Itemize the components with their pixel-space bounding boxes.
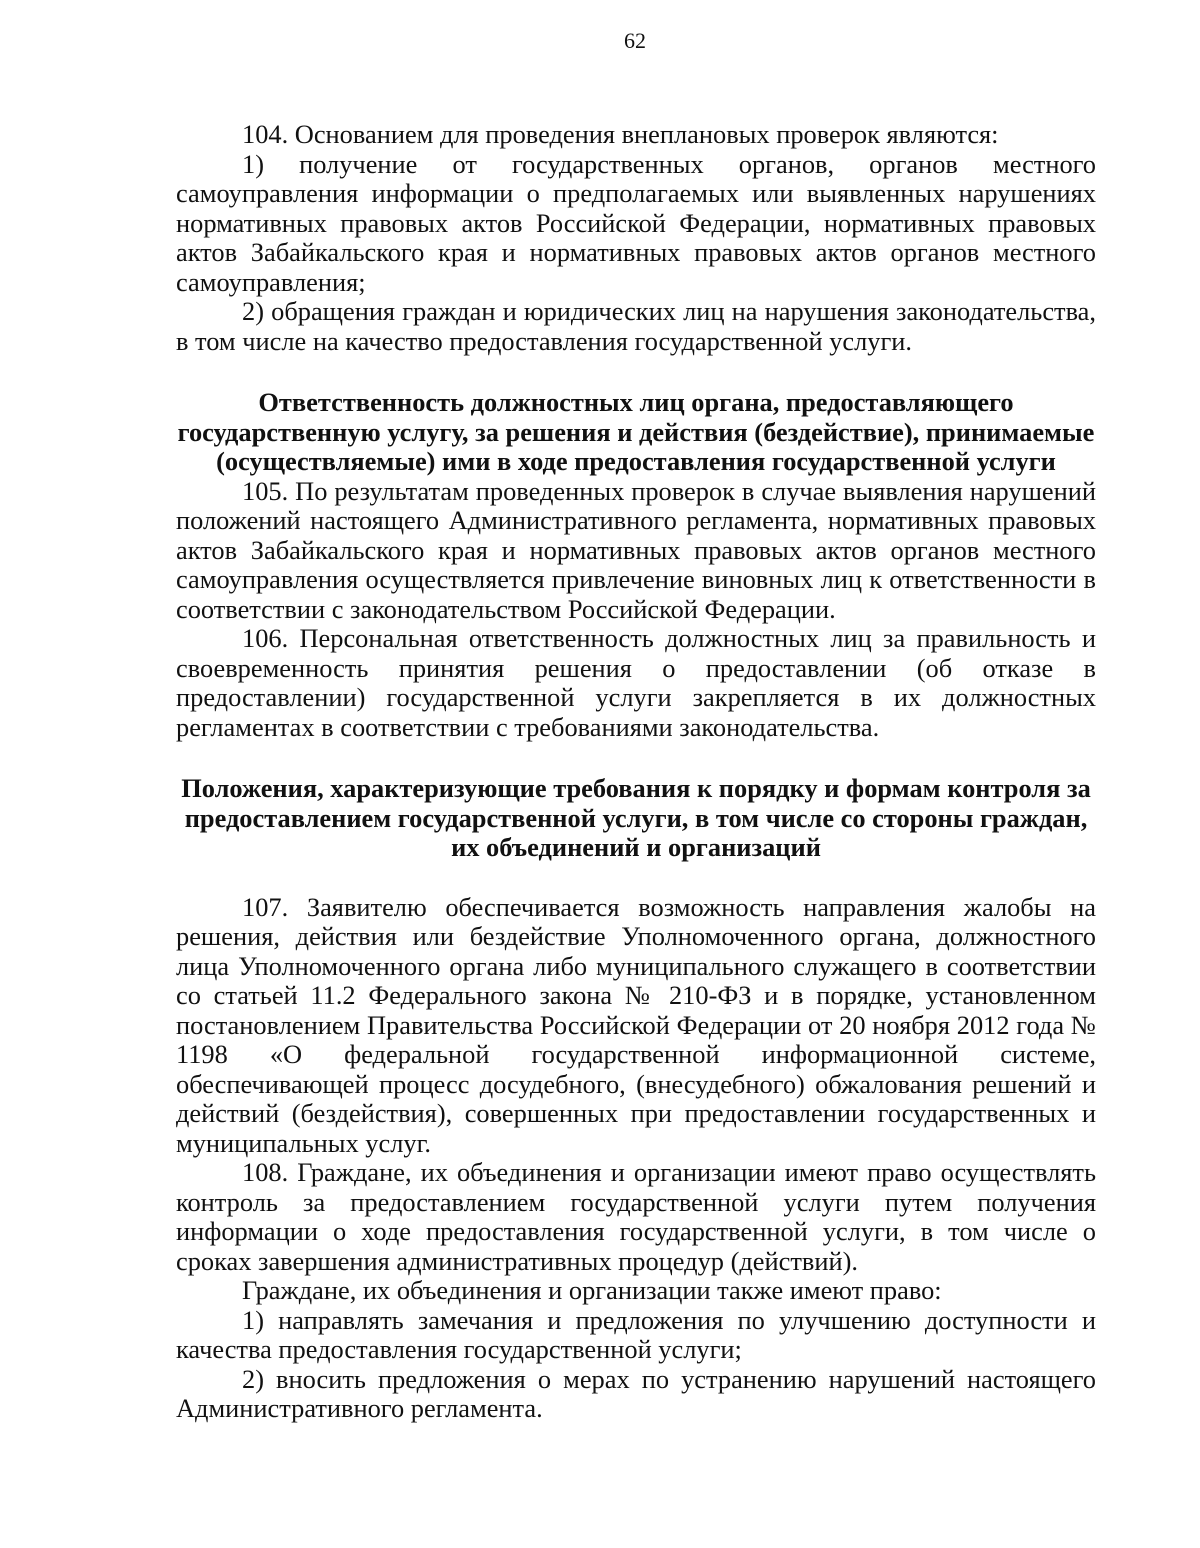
section-heading-responsibility: Ответственность должностных лиц органа, предоставляющего государственную услугу, за решения и действия (бездействие), принимаемые (осуществляемые) ими в ходе предоставления государственной услуги	[177, 387, 1095, 476]
section-heading-control-requirements: Положения, характеризующие требования к порядку и формам контроля за предоставлением государственной услуги, в том числе со стороны граждан, их объединений и организаций	[181, 773, 1091, 862]
paragraph-108-item-1: 1) направлять замечания и предложения по улучшению доступности и качества предоставления государственной услуги;	[176, 1304, 1096, 1364]
page-number: 62	[624, 28, 646, 53]
paragraph-108-rights: Граждане, их объединения и организации также имеют право:	[242, 1275, 942, 1305]
paragraph-104-item-2: 2) обращения граждан и юридических лиц на нарушения законодательства, в том числе на качество предоставления государственной услуги.	[176, 296, 1096, 356]
paragraph-104-intro: 104. Основанием для проведения внеплановых проверок являются:	[242, 119, 999, 149]
document-body	[176, 120, 1096, 1424]
paragraph-108-item-2: 2) вносить предложения о мерах по устранению нарушений настоящего Административного регламента.	[176, 1363, 1096, 1423]
paragraph-105: 105. По результатам проведенных проверок в случае выявления нарушений положений настоящего Административного регламента, нормативных правовых актов Забайкальского края и нормативных правовых актов органов местного самоуправления осуществляется привлечение виновных лиц к ответственности в соответствии с законодательством Российской Федерации.	[176, 475, 1096, 624]
paragraph-108: 108. Граждане, их объединения и организации имеют право осуществлять контроль за предоставлением государственной услуги путем получения информации о ходе предоставления государственной услуги, в том числе о сроках завершения административных процедур (действий).	[176, 1157, 1096, 1276]
paragraph-107: 107. Заявителю обеспечивается возможность направления жалобы на решения, действия или бездействие Уполномоченного органа, должностного лица Уполномоченного органа либо муниципального служащего в соответствии со статьей 11.2 Федерального закона № 210-ФЗ и в порядке, установленном постановлением Правительства Российской Федерации от 20 ноября 2012 года № 1198 «О федеральной государственной информационной системе, обеспечивающей процесс досудебного, (внесудебного) обжалования решений и действий (бездействия), совершенных при предоставлении государственных и муниципальных услуг.	[176, 891, 1096, 1158]
paragraph-104-item-1: 1) получение от государственных органов, органов местного самоуправления информации о предполагаемых или выявленных нарушениях нормативных правовых актов Российской Федерации, нормативных правовых актов Забайкальского края и нормативных правовых актов органов местного самоуправления;	[176, 148, 1096, 297]
paragraph-106: 106. Персональная ответственность должностных лиц за правильность и своевременность принятия решения о предоставлении (об отказе в предоставлении) государственной услуги закрепляется в их должностных регламентах в соответствии с требованиями законодательства.	[176, 623, 1096, 742]
